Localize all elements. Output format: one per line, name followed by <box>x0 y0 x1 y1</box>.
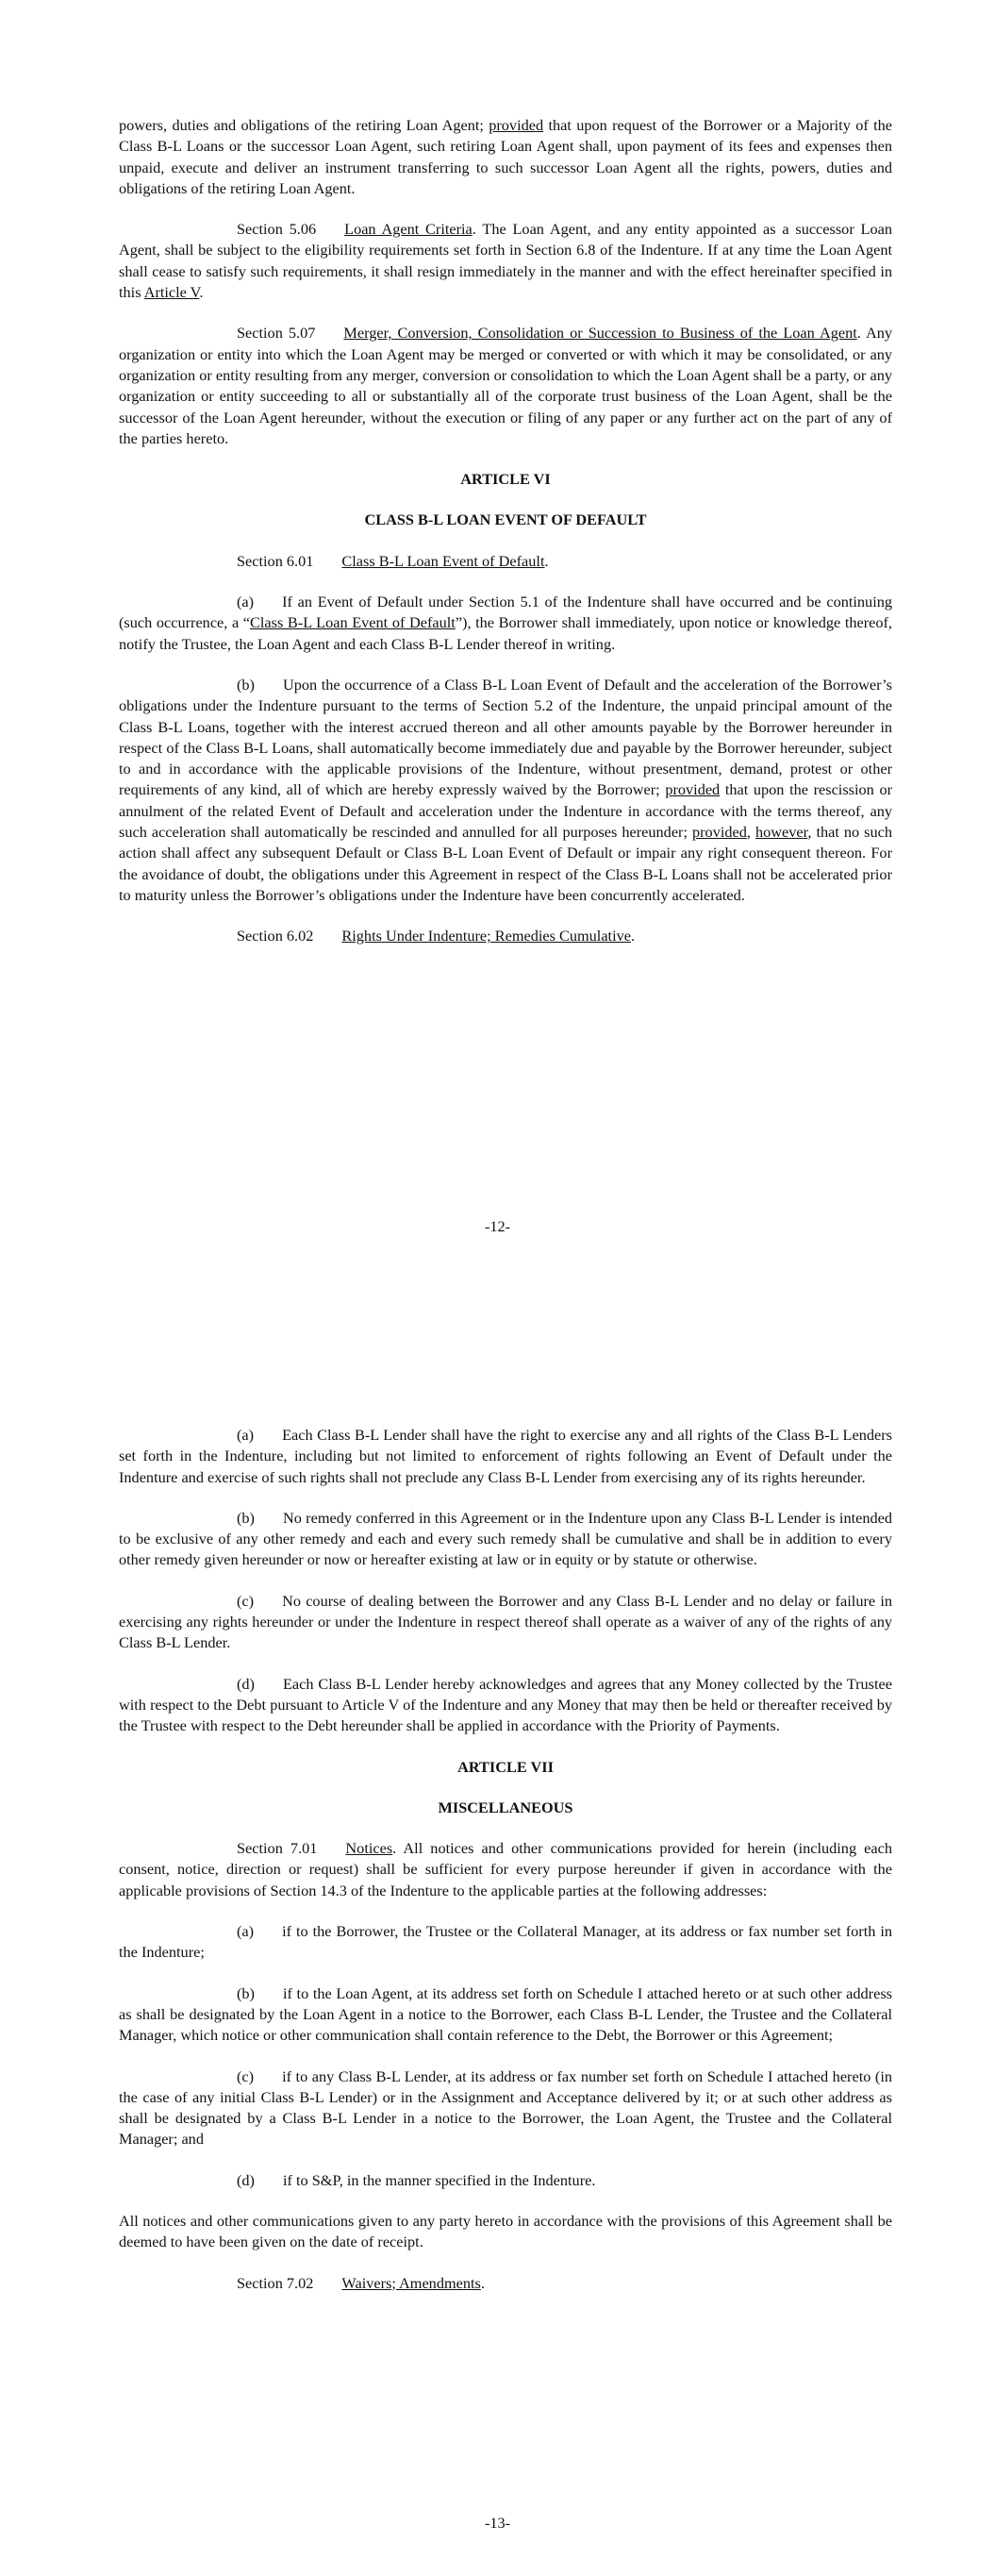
section-7-01-a: (a) if to the Borrower, the Trustee or the Collateral Manager, at its address or fax number set forth in the Indenture; <box>119 1922 892 1962</box>
document-page-12 <box>119 115 892 967</box>
section-5-07: Section 5.07 Merger, Conversion, Consolidation or Succession to Business of the Loan Agent. Any organization or entity into which the Loan Agent may be merged or converted or with which it may be consolidated, or any organization or entity resulting from any merger, conversion or consolidation to which the Loan Agent shall be a party, or any organization or entity succeeding to all or substantially all of the corporate trust business of the Loan Agent, shall be the successor of the Loan Agent hereunder, without the execution or filing of any paper or any further act on the part of any of the parties hereto. <box>119 324 892 447</box>
clause-label: (a) <box>237 593 255 611</box>
term-provided: provided <box>692 823 747 842</box>
clause-label: (b) <box>237 1983 255 2002</box>
section-title: Notices <box>345 1839 393 1858</box>
section-5-06: Section 5.06 Loan Agent Criteria. The Loan Agent, and any entity appointed as a successor Loan Agent, shall be subject to the eligibility requirements set forth in Section 6.8 of the Indenture. If at any time the Loan Agent shall cease to satisfy such requirements, it shall resign immediately in the manner and with the effect hereinafter specified in this Article V. <box>119 220 892 302</box>
defined-term: Class B-L Loan Event of Default <box>250 613 456 632</box>
notices-final-paragraph: All notices and other communications given to any party hereto in accordance with the provisions of this Agreement shall be deemed to have been given on the date of receipt. <box>119 2212 892 2251</box>
section-6-01-a: (a) If an Event of Default under Section 5.1 of the Indenture shall have occurred and be continuing (such occurrence, a “Class B-L Loan Event of Default”), the Borrower shall immediately, upon notice or knowledge thereof, notify the Trustee, the Loan Agent and each Class B-L Lender thereof in writing. <box>119 593 892 653</box>
clause-label: (c) <box>237 2066 255 2085</box>
section-6-02-c: (c) No course of dealing between the Borrower and any Class B-L Lender and no delay or failure in exercising any rights hereunder or under the Indenture in respect thereof shall operate as a waiver of any of the rights of any Class B-L Lender. <box>119 1591 892 1652</box>
clause-label: (c) <box>237 1591 255 1610</box>
article-title: MISCELLANEOUS <box>438 1798 573 1816</box>
paragraph-continuation: powers, duties and obligations of the retiring Loan Agent; provided that upon request of the Borrower or a Majority of the Class B-L Loans or the successor Loan Agent, such retiring Loan Agent shall, upon payment of its fees and expenses then unpaid, execute and deliver an instrument transferring to such successor Loan Agent all the rights, powers, duties and obligations of the retiring Loan Agent. <box>119 116 892 197</box>
section-number: Section 5.06 <box>237 220 317 239</box>
article-heading: ARTICLE VII <box>457 1757 554 1776</box>
document-page-13 <box>119 1425 892 2314</box>
section-title: Class B-L Loan Event of Default <box>341 551 545 570</box>
section-6-02-b: (b) No remedy conferred in this Agreement or in the Indenture upon any Class B-L Lender is intended to be exclusive of any other remedy and each and every such remedy shall be cumulative and shall be in addition to every other remedy given hereunder or now or hereafter existing at law or in equity or by statute or otherwise. <box>119 1508 892 1569</box>
section-7-02: Section 7.02 Waivers; Amendments. <box>237 2273 485 2292</box>
section-number: Section 5.07 <box>237 324 316 343</box>
section-6-01: Section 6.01 Class B-L Loan Event of Default. <box>237 551 549 570</box>
article-heading: ARTICLE VI <box>460 470 551 489</box>
section-7-01-c: (c) if to any Class B-L Lender, at its address or fax number set forth on Schedule I attached hereto (in the case of any initial Class B-L Lender) or in the Assignment and Acceptance delivered by it; or at such other address as shall be designated by a Class B-L Lender in a notice to the Borrower, the Loan Agent, the Trustee and the Collateral Manager; and <box>119 2066 892 2149</box>
page-number: -12- <box>484 1217 511 1235</box>
section-number: Section 6.02 <box>237 927 314 945</box>
cross-reference: Article V <box>143 283 200 302</box>
section-7-01: Section 7.01 Notices. All notices and other communications provided for herein (including each consent, notice, direction or request) shall be sufficient for every purpose hereunder if given in accordance with the applicable provisions of Section 14.3 of the Indenture to the applicable parties at the following addresses: <box>119 1839 892 1899</box>
term-however: however <box>755 823 808 842</box>
clause-label: (a) <box>237 1922 255 1941</box>
page-number: -13- <box>484 2514 511 2532</box>
section-number: Section 7.02 <box>237 2273 314 2292</box>
section-title: Loan Agent Criteria <box>344 220 473 239</box>
clause-label: (d) <box>237 1674 255 1693</box>
section-6-02: Section 6.02 Rights Under Indenture; Remedies Cumulative. <box>237 927 636 945</box>
clause-label: (a) <box>237 1426 255 1444</box>
section-title: Waivers; Amendments <box>341 2273 481 2292</box>
section-6-02-d: (d) Each Class B-L Lender hereby acknowledges and agrees that any Money collected by the Trustee with respect to the Debt pursuant to Article V of the Indenture and any Money that may then be held or thereafter received by the Trustee with respect to the Debt hereunder shall be applied in accordance with the Priority of Payments. <box>119 1674 892 1735</box>
term-provided: provided <box>665 780 721 799</box>
section-number: Section 6.01 <box>237 551 314 570</box>
term-provided: provided <box>489 116 544 134</box>
section-title: Rights Under Indenture; Remedies Cumulative <box>341 927 631 945</box>
section-7-01-b: (b) if to the Loan Agent, at its address set forth on Schedule I attached hereto or at such other address as shall be designated by the Loan Agent in a notice to the Borrower, each Class B-L Lender, the Trustee and the Collateral Manager, which notice or other communication shall contain reference to the Debt, the Borrower or this Agreement; <box>119 1983 892 2045</box>
clause-label: (d) <box>237 2170 255 2189</box>
section-7-01-d: (d) if to S&P, in the manner specified in the Indenture. <box>237 2170 596 2189</box>
section-6-02-a: (a) Each Class B-L Lender shall have the right to exercise any and all rights of the Class B-L Lenders set forth in the Indenture, including but not limited to enforcement of rights following an Event of Default under the Indenture and exercise of such rights shall not preclude any Class B-L Lender from exercising any of its rights hereunder. <box>119 1426 892 1486</box>
article-title: CLASS B-L LOAN EVENT OF DEFAULT <box>364 510 647 529</box>
section-6-01-b: (b) Upon the occurrence of a Class B-L Loan Event of Default and the acceleration of the Borrower’s obligations under the Indenture pursuant to the terms of Section 5.2 of the Indenture, the unpaid principal amount of the Class B-L Loans, together with the interest accrued thereon and all other amounts payable by the Borrower hereunder in respect of the Class B-L Loans, shall automatically become immediately due and payable by the Borrower hereunder, subject to and in accordance with the applicable provisions of the Indenture, without presentment, demand, protest or other requirements of any kind, all of which are hereby expressly waived by the Borrower; provided that upon the rescission or annulment of the related Event of Default and acceleration under the Indenture in accordance with the terms thereof, any such acceleration shall automatically be rescinded and annulled for all purposes hereunder; provided, however, that no such action shall affect any subsequent Default or Class B-L Loan Event of Default or impair any right consequent thereon. For the avoidance of doubt, the obligations under this Agreement in respect of the Class B-L Loans shall not be accelerated prior to maturity unless the Borrower’s obligations under the Indenture have been concurrently accelerated. <box>119 675 893 904</box>
section-title: Merger, Conversion, Consolidation or Succession to Business of the Loan Agent <box>343 324 857 343</box>
section-number: Section 7.01 <box>237 1839 318 1858</box>
clause-label: (b) <box>237 1508 255 1527</box>
clause-label: (b) <box>237 675 255 694</box>
